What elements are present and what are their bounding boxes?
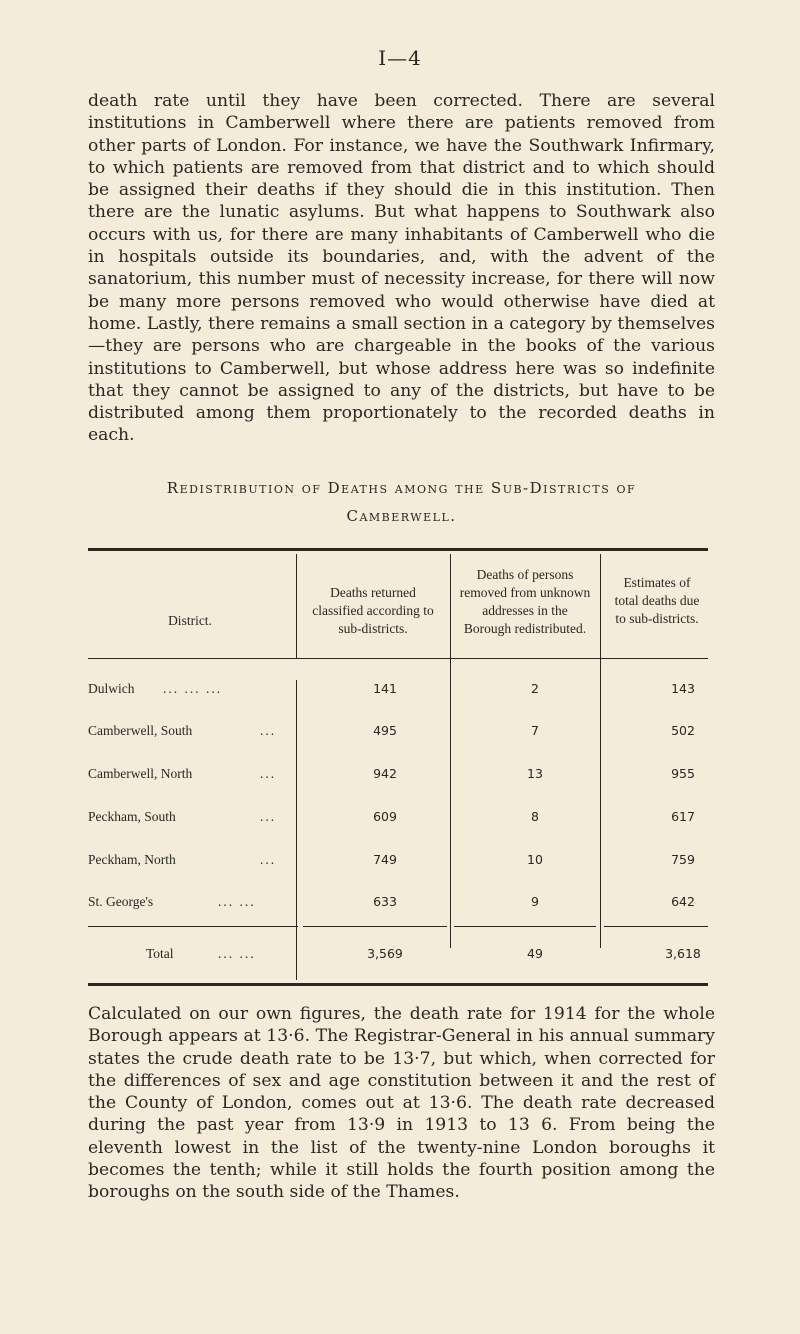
header-estimates: Estimates of total deaths due to sub-districts. xyxy=(614,575,700,626)
total-estimate: 3,618 xyxy=(665,946,701,961)
table-row xyxy=(88,852,708,874)
estimate-value: 143 xyxy=(671,681,695,696)
column-divider xyxy=(600,554,601,948)
leader-dots: ... xyxy=(260,723,277,738)
total-redistributed: 49 xyxy=(527,946,543,961)
leader-dots: ... ... xyxy=(218,946,256,961)
deaths-redistributed-value: 10 xyxy=(527,852,543,867)
deaths-returned-value: 609 xyxy=(373,809,397,824)
deaths-returned-value: 749 xyxy=(373,852,397,867)
total-rule xyxy=(454,926,596,927)
deaths-redistributed-value: 9 xyxy=(531,894,539,909)
district-name: Peckham, North xyxy=(88,852,176,867)
deaths-returned-value: 495 xyxy=(373,723,397,738)
total-returned: 3,569 xyxy=(367,946,403,961)
table-row xyxy=(88,766,708,788)
district-name: St. George's xyxy=(88,894,154,909)
header-deaths-returned: Deaths returned classified according to sub-districts. xyxy=(312,585,434,636)
total-label: Total xyxy=(146,946,174,961)
leader-dots: ... xyxy=(260,852,277,867)
deaths-returned-value: 141 xyxy=(373,681,397,696)
table-row xyxy=(88,681,708,703)
table-top-rule xyxy=(88,548,708,551)
total-rule xyxy=(303,926,447,927)
deaths-redistributed-value: 7 xyxy=(531,723,539,738)
conclusion-paragraph: Calculated on our own figures, the death rate for 1914 for the whole Borough appears at 13·6. The Registrar-General in his annual summary states the crude death rate to be 13·7, but which, when corrected for the differences of sex and age constitution between it and the rest of the County of London, comes out at 13·6. The death rate decreased during the past year from 13·9 in 1913 to 13 6. From being the eleventh lowest in the list of the twenty-nine London boroughs it becomes the tenth; while it still holds the fourth position among the boroughs on the south side of the Thames. xyxy=(88,1004,715,1203)
total-rule xyxy=(88,926,298,927)
deaths-redistributed-value: 8 xyxy=(531,809,539,824)
header-rule xyxy=(88,658,708,659)
leader-dots: ... ... ... xyxy=(163,681,223,696)
table-title-continued: Camberwell. xyxy=(346,507,457,525)
deaths-redistributed-value: 2 xyxy=(531,681,539,696)
total-rule xyxy=(604,926,708,927)
leader-dots: ... xyxy=(260,809,277,824)
district-name: Peckham, South xyxy=(88,809,176,824)
table-bottom-rule xyxy=(88,983,708,986)
estimate-value: 955 xyxy=(671,766,695,781)
total-row xyxy=(88,946,708,968)
table-title: Redistribution of Deaths among the Sub-Districts of xyxy=(166,479,637,497)
deaths-redistributed-value: 13 xyxy=(527,766,543,781)
column-divider xyxy=(450,554,451,948)
column-divider xyxy=(296,554,297,658)
page-number: I—4 xyxy=(378,46,422,70)
intro-paragraph: death rate until they have been corrected. There are several institutions in Camberwell where there are patients removed from other parts of London. For instance, we have the Southwark Infirmary, to which patients are removed from that district and to which should be assigned their deaths if they should die in this institution. Then there are the lunatic asylums. But what happens to Southwark also occurs with us, for there are many inhabitants of Camberwell who die in hospitals outside its boundaries, and, with the advent of the sanatorium, this number must of necessity increase, for there will now be many more persons removed who would otherwise have died at home. Lastly, there remains a small section in a category by themselves—they are persons who are chargeable in the books of the various institutions to Camberwell, but whose address here was so indefinite that they cannot be assigned to any of the districts, but have to be distributed among them proportionately to the recorded deaths in each. xyxy=(88,91,715,446)
header-deaths-redistributed: Deaths of persons removed from unknown addresses in the Borough redistributed. xyxy=(459,567,591,636)
district-name: Camberwell, North xyxy=(88,766,193,781)
table-row xyxy=(88,894,708,916)
district-name: Camberwell, South xyxy=(88,723,193,738)
header-district: District. xyxy=(168,613,212,628)
estimate-value: 502 xyxy=(671,723,695,738)
estimate-value: 617 xyxy=(671,809,695,824)
leader-dots: ... xyxy=(260,766,277,781)
estimate-value: 642 xyxy=(671,894,695,909)
district-name: Dulwich xyxy=(88,681,135,696)
deaths-returned-value: 633 xyxy=(373,894,397,909)
deaths-returned-value: 942 xyxy=(373,766,397,781)
estimate-value: 759 xyxy=(671,852,695,867)
table-row xyxy=(88,723,708,745)
leader-dots: ... ... xyxy=(218,894,256,909)
table-row xyxy=(88,809,708,831)
